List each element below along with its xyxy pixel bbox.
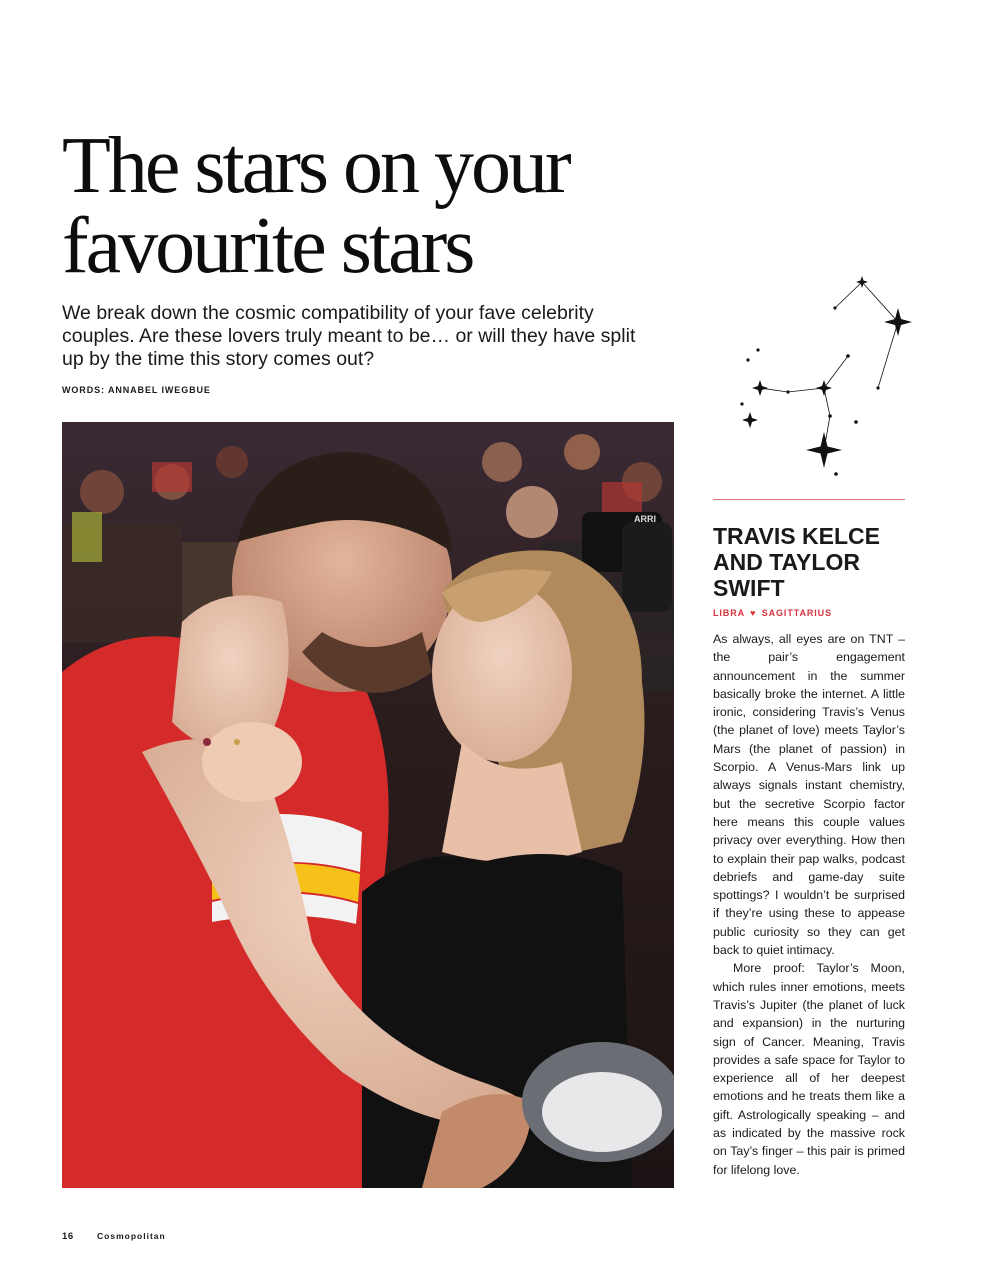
publication-name: Cosmopolitan: [97, 1231, 166, 1241]
standfirst: We break down the cosmic compatibility of your fave celebrity couples. Are these lovers truly meant to be… or will they have split up by the time this story comes out?: [62, 302, 636, 370]
camera-brand-text: ARRI: [634, 514, 656, 524]
byline: WORDS: ANNABEL IWEGBUE: [62, 385, 211, 395]
heart-icon: ♥: [750, 608, 757, 618]
headline-line-1: The stars on your: [62, 122, 569, 210]
article-body: [713, 630, 905, 1179]
page-number: 16: [62, 1231, 74, 1242]
section-divider: [713, 499, 905, 500]
couple-heading: [713, 523, 913, 601]
body-paragraph-2: More proof: Taylor’s Moon, which rules inner emotions, meets Travis’s Jupiter (the planet of luck and expansion) in the nurturing sign of Cancer. Meaning, Travis provides a safe space for Taylor to experience all of her deepest emotions and he treats them like a gift. Astrologically speaking – and as indicated by the massive rock on Tay’s finger – this pair is primed for lifelong love.: [713, 961, 905, 1177]
couple-heading-line-1: TRAVIS KELCE: [713, 523, 880, 549]
zodiac-sign-a: LIBRA: [713, 608, 745, 618]
zodiac-signs-label: [713, 608, 832, 618]
page-footer: [62, 1231, 166, 1242]
couple-photo: [62, 422, 674, 1188]
couple-photo-illustration: [62, 422, 674, 1188]
body-paragraph-1: As always, all eyes are on TNT – the pair’s engagement announcement in the summer basically broke the internet. A little ironic, considering Travis’s Venus (the planet of love) meets Taylor’s Mars (the planet of passion) in Scorpio. A Venus-Mars link up always signals instant chemistry, but the secretive Scorpio factor here means this couple values privacy over everything. How then to explain their pap walks, podcast debriefs and game-day suite spottings? I wouldn’t be surprised if they’re using these to appease public curiosity so they can get back to quiet intimacy.: [713, 632, 905, 958]
couple-heading-line-3: SWIFT: [713, 575, 785, 601]
headline: [62, 122, 682, 290]
zodiac-sign-b: SAGITTARIUS: [761, 608, 832, 618]
couple-heading-line-2: AND TAYLOR: [713, 549, 860, 575]
headline-line-2: favourite stars: [62, 202, 473, 290]
leo-constellation-illustration: [730, 270, 920, 485]
